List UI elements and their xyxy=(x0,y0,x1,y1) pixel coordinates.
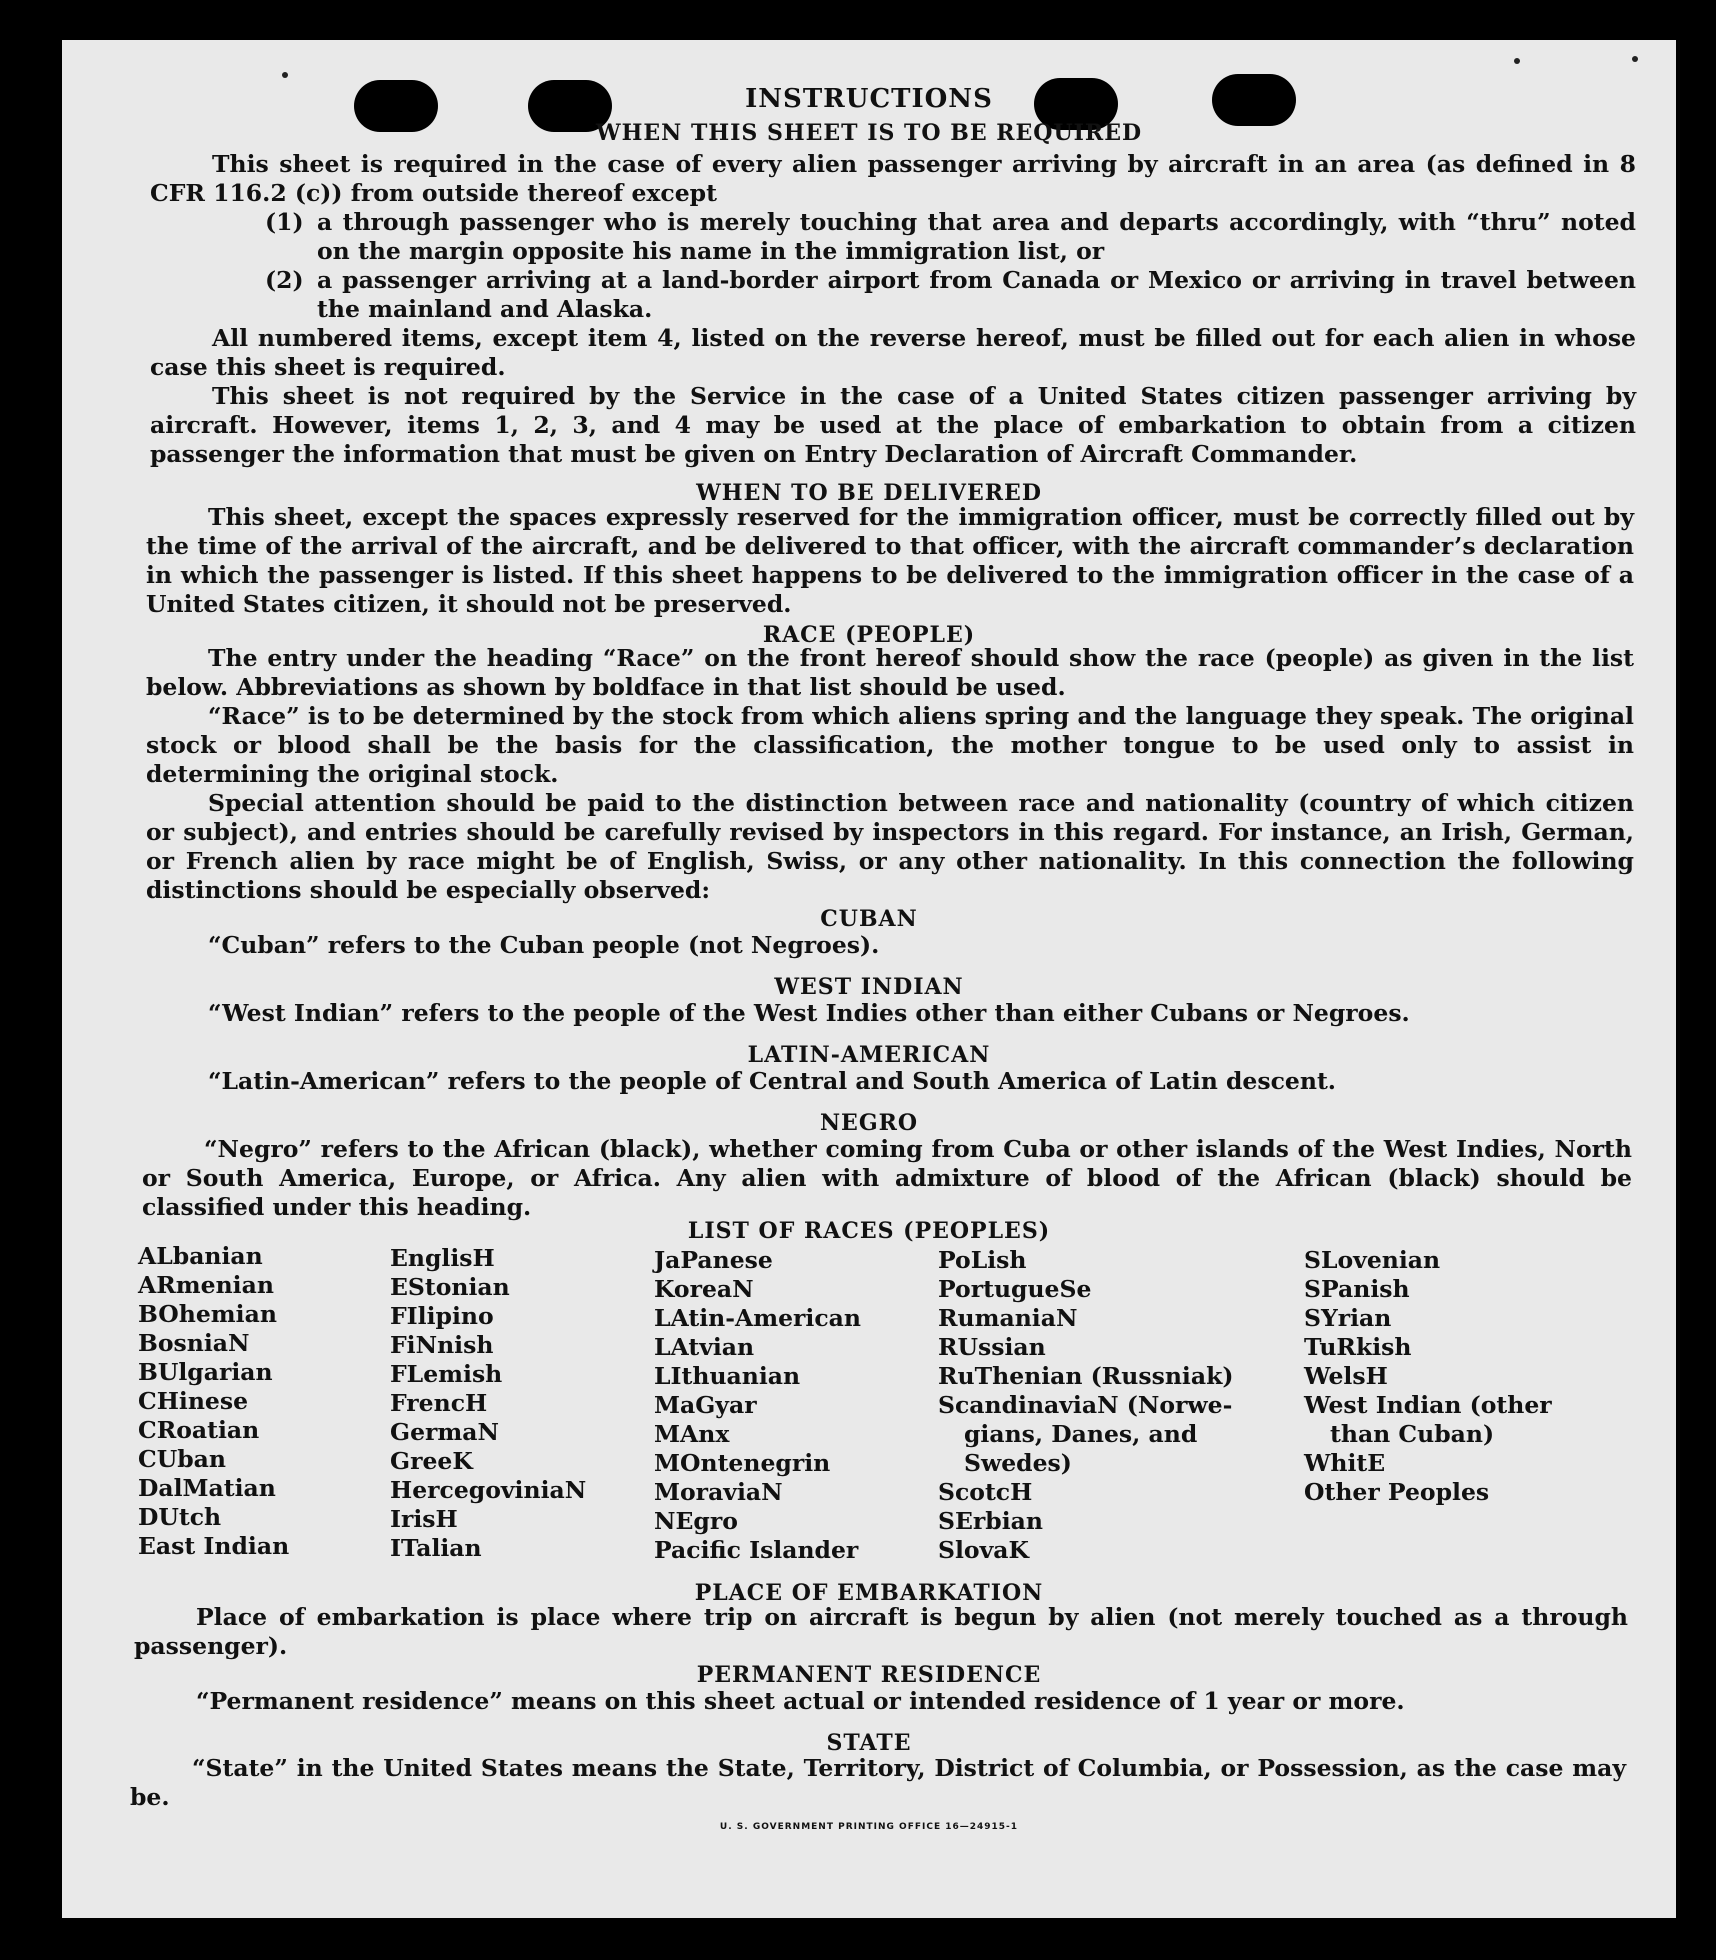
item-number: (1) xyxy=(265,208,304,236)
race-entry: DalMatian xyxy=(138,1474,276,1502)
paragraph: Place of embarkation is place where trip on aircraft is begun by alien (not merely touched as a through passenger). xyxy=(134,1603,1628,1660)
paragraph: “State” in the United States means the State, Territory, District of Columbia, or Possession, as the case may be. xyxy=(130,1754,1626,1811)
race-entry: CRoatian xyxy=(138,1416,260,1444)
race-entry: than Cuban) xyxy=(1330,1420,1495,1448)
race-entry: WelsH xyxy=(1304,1362,1388,1390)
race-entry: WhitE xyxy=(1304,1449,1386,1477)
race-column-5 xyxy=(1304,1246,1552,1507)
section-heading: PLACE OF EMBARKATION xyxy=(694,1580,1044,1606)
page-title: INSTRUCTIONS xyxy=(745,84,993,114)
race-entry: GreeK xyxy=(390,1447,473,1475)
race-entry: FLemish xyxy=(390,1360,503,1388)
race-entry: RUssian xyxy=(938,1333,1046,1361)
speck xyxy=(1514,58,1520,64)
race-entry: PortugueSe xyxy=(938,1275,1092,1303)
race-entry: CHinese xyxy=(138,1387,249,1415)
race-column-4 xyxy=(938,1246,1233,1565)
printer-imprint: U. S. GOVERNMENT PRINTING OFFICE 16—24915-1 xyxy=(719,1822,1019,1832)
section-negro xyxy=(142,1135,1632,1222)
section-latin-american xyxy=(146,1067,1634,1096)
race-entry: gians, Danes, and xyxy=(964,1420,1198,1448)
race-entry: ALbanian xyxy=(138,1242,263,1270)
race-entry: BUlgarian xyxy=(138,1358,273,1386)
paragraph: “Permanent residence” means on this sheet actual or intended residence of 1 year or more. xyxy=(196,1687,1405,1715)
section-heading: WHEN TO BE DELIVERED xyxy=(696,480,1042,506)
paragraph: All numbered items, except item 4, listed on the reverse hereof, must be filled out for each alien in whose case this sheet is required. xyxy=(150,324,1636,381)
race-entry: East Indian xyxy=(138,1532,290,1560)
list-item xyxy=(150,266,1636,324)
race-entry: LIthuanian xyxy=(654,1362,801,1390)
speck xyxy=(282,72,288,78)
race-entry: SPanish xyxy=(1304,1275,1410,1303)
section-heading: CUBAN xyxy=(820,906,918,932)
section-heading: STATE xyxy=(826,1730,912,1756)
race-column-1 xyxy=(138,1242,289,1561)
race-entry: LAtvian xyxy=(654,1333,755,1361)
section-heading: WHEN THIS SHEET IS TO BE REQUIRED xyxy=(595,120,1143,146)
paragraph: “Negro” refers to the African (black), whether coming from Cuba or other islands of the West Indies, North or South America, Europe, or Africa. Any alien with admixture of blood of the African (black) should be classified under this heading. xyxy=(142,1135,1632,1221)
list-item xyxy=(150,208,1636,266)
race-entry: Other Peoples xyxy=(1304,1478,1490,1506)
race-entry: GermaN xyxy=(390,1418,499,1446)
section-heading: NEGRO xyxy=(819,1110,919,1136)
race-entry: SLovenian xyxy=(1304,1246,1441,1274)
speck xyxy=(1632,56,1638,62)
section-west-indian xyxy=(146,999,1634,1028)
race-entry: PoLish xyxy=(938,1246,1027,1274)
race-entry: ITalian xyxy=(390,1534,482,1562)
race-entry: FrencH xyxy=(390,1389,488,1417)
section-state xyxy=(130,1754,1626,1812)
race-column-2 xyxy=(390,1244,586,1563)
race-entry: RuThenian (Russniak) xyxy=(938,1362,1234,1390)
paragraph: This sheet, except the spaces expressly reserved for the immigration officer, must be correctly filled out by the time of the arrival of the aircraft, and be delivered to that officer, with the aircraft commander’s declaration in which the passenger is listed. If this sheet happens to be delivered to the immigration officer in the case of a United States citizen, it should not be preserved. xyxy=(146,503,1634,618)
item-number: (2) xyxy=(265,266,304,294)
race-entry: JaPanese xyxy=(654,1246,773,1274)
section-cuban xyxy=(146,931,1634,960)
race-entry: Swedes) xyxy=(964,1449,1072,1477)
section-heading: WEST INDIAN xyxy=(774,974,964,1000)
race-entry: SErbian xyxy=(938,1507,1043,1535)
race-entry: MOntenegrin xyxy=(654,1449,831,1477)
race-entry: SYrian xyxy=(1304,1304,1392,1332)
race-entry: LAtin-American xyxy=(654,1304,861,1332)
paragraph: “Latin-American” refers to the people of Central and South America of Latin descent. xyxy=(208,1067,1336,1095)
paragraph: This sheet is not required by the Service in the case of a United States citizen passenger arriving by aircraft. However, items 1, 2, 3, and 4 may be used at the place of embarkation to obtain from a citizen passenger the information that must be given on Entry Declaration of Aircraft Commander. xyxy=(150,382,1636,468)
paragraph: This sheet is required in the case of every alien passenger arriving by aircraft in an area (as defined in 8 CFR 116.2 (c)) from outside thereof except xyxy=(150,150,1636,207)
race-entry: MAnx xyxy=(654,1420,730,1448)
paragraph: “West Indian” refers to the people of the West Indies other than either Cubans or Negroes. xyxy=(208,999,1410,1027)
race-entry: RumaniaN xyxy=(938,1304,1078,1332)
race-entry: BosniaN xyxy=(138,1329,250,1357)
race-entry: MaGyar xyxy=(654,1391,757,1419)
section-embarkation xyxy=(134,1603,1628,1661)
document-page xyxy=(62,40,1676,1918)
race-entry: DUtch xyxy=(138,1503,222,1531)
race-entry: ARmenian xyxy=(138,1271,274,1299)
race-entry: EnglisH xyxy=(390,1244,495,1272)
race-entry: MoraviaN xyxy=(654,1478,783,1506)
race-entry: Pacific Islander xyxy=(654,1536,859,1564)
item-text: a through passenger who is merely touching that area and departs accordingly, with “thru” noted on the margin opposite his name in the immigration list, or xyxy=(317,208,1636,265)
section-heading: LIST OF RACES (PEOPLES) xyxy=(687,1218,1051,1244)
race-entry: NEgro xyxy=(654,1507,738,1535)
race-entry: TuRkish xyxy=(1304,1333,1412,1361)
race-entry: HercegoviniaN xyxy=(390,1476,587,1504)
section-heading: PERMANENT RESIDENCE xyxy=(696,1662,1042,1688)
paragraph: The entry under the heading “Race” on the front hereof should show the race (people) as given in the list below. Abbreviations as shown by boldface in that list should be used. xyxy=(146,644,1634,701)
paragraph: “Race” is to be determined by the stock from which aliens spring and the language they speak. The original stock or blood shall be the basis for the classification, the mother tongue to be used only to assist in determining the original stock. xyxy=(146,702,1634,788)
paragraph: “Cuban” refers to the Cuban people (not Negroes). xyxy=(208,931,880,959)
section-race xyxy=(146,644,1634,905)
paragraph: Special attention should be paid to the distinction between race and nationality (country of which citizen or subject), and entries should be carefully revised by inspectors in this regard. For instance, an Irish, German, or French alien by race might be of English, Swiss, or any other nationality. In this connection the following distinctions should be especially observed: xyxy=(146,789,1634,904)
race-column-3 xyxy=(654,1246,861,1565)
race-entry: FiNnish xyxy=(390,1331,494,1359)
race-entry: CUban xyxy=(138,1445,226,1473)
item-text: a passenger arriving at a land-border airport from Canada or Mexico or arriving in travel between the mainland and Alaska. xyxy=(317,266,1636,323)
section-residence xyxy=(134,1687,1628,1716)
race-entry: FIlipino xyxy=(390,1302,494,1330)
race-entry: IrisH xyxy=(390,1505,458,1533)
section-delivered xyxy=(146,503,1634,619)
race-entry: ScotcH xyxy=(938,1478,1033,1506)
section-heading: RACE (PEOPLE) xyxy=(762,622,976,648)
race-entry: EStonian xyxy=(390,1273,510,1301)
race-entry: BOhemian xyxy=(138,1300,277,1328)
race-entry: West Indian (other xyxy=(1304,1391,1552,1419)
section-required xyxy=(150,150,1636,469)
race-entry: SlovaK xyxy=(938,1536,1029,1564)
race-entry: KoreaN xyxy=(654,1275,754,1303)
race-entry: ScandinaviaN (Norwe- xyxy=(938,1391,1233,1419)
section-heading: LATIN-AMERICAN xyxy=(747,1042,991,1068)
